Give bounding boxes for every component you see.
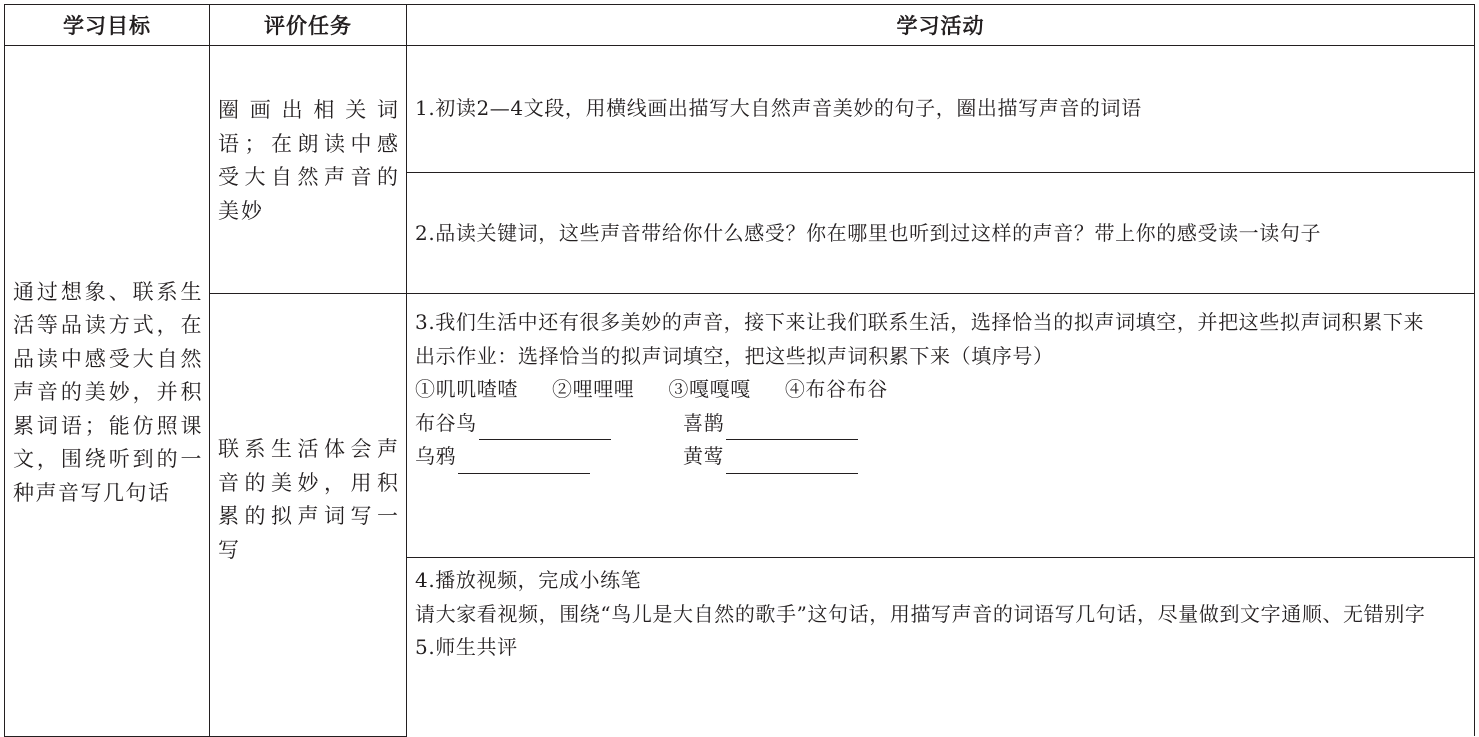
activity-3-intro: 3.我们生活中还有很多美妙的声音，接下来让我们联系生活，选择恰当的拟声词填空，并把这些拟声词积累下来: [415, 310, 1425, 334]
lesson-plan-table: [4, 4, 1475, 737]
activity-cell-3: [407, 294, 1475, 558]
option-4: ④布谷布谷: [784, 377, 888, 401]
header-row: [5, 5, 1475, 46]
table-row: [5, 294, 1475, 558]
header-goal: 学习目标: [5, 5, 210, 46]
fill-blank[interactable]: [479, 415, 611, 440]
fill-item: [415, 407, 683, 441]
task-cell-1: [210, 46, 407, 294]
option-1: ①叽叽喳喳: [415, 377, 518, 401]
goal-text: 通过想象、联系生活等品读方式，在品读中感受大自然声音的美妙，并积累词语；能仿照课文，围绕听到的一种声音写几句话: [13, 279, 203, 505]
fill-item: [683, 407, 903, 441]
task-text-2: 联系生活体会声音的美妙，用积累的拟声词写一写: [218, 437, 400, 562]
onomatopoeia-options: [415, 373, 1464, 407]
activity-4-line-2: 请大家看视频，围绕“鸟儿是大自然的歌手”这句话，用描写声音的词语写几句话，尽量做到文字通顺、无错别字: [415, 601, 1426, 626]
task-text-1: 圈画出相关词语；在朗读中感受大自然声音的美妙: [218, 98, 400, 223]
fill-item: [415, 440, 683, 474]
activity-4-line-1: 4.播放视频，完成小练笔: [415, 568, 642, 592]
activity-3-task: 出示作业：选择恰当的拟声词填空，把这些拟声词积累下来（填序号）: [415, 343, 1054, 368]
fill-label: 乌鸦: [415, 444, 457, 468]
activity-5-line: 5.师生共评: [415, 635, 518, 659]
activity-cell-2: [407, 173, 1475, 294]
activity-2: 2.品读关键词，这些声音带给你什么感受？你在哪里也听到过这样的声音？带上你的感受读一读句子: [415, 221, 1322, 246]
header-task: 评价任务: [210, 5, 407, 46]
fill-blank[interactable]: [726, 415, 858, 440]
fill-blank[interactable]: [726, 449, 858, 474]
goal-cell: [5, 46, 210, 737]
option-2: ②哩哩哩: [552, 377, 635, 401]
fill-label: 黄莺: [683, 444, 725, 468]
activity-cell-1: [407, 46, 1475, 173]
fill-blank[interactable]: [458, 449, 590, 474]
fill-label: 布谷鸟: [415, 410, 477, 435]
activity-cell-4: [407, 558, 1475, 737]
header-activity: 学习活动: [407, 5, 1475, 46]
fill-label: 喜鹊: [683, 410, 725, 435]
table-row: [5, 46, 1475, 173]
fill-item: [683, 440, 903, 474]
activity-1: 1.初读2—4文段，用横线画出描写大自然声音美妙的句子，圈出描写声音的词语: [415, 96, 1142, 121]
task-cell-2: [210, 294, 407, 737]
fill-blank-grid: [415, 407, 1464, 474]
option-3: ③嘎嘎嘎: [668, 377, 751, 401]
